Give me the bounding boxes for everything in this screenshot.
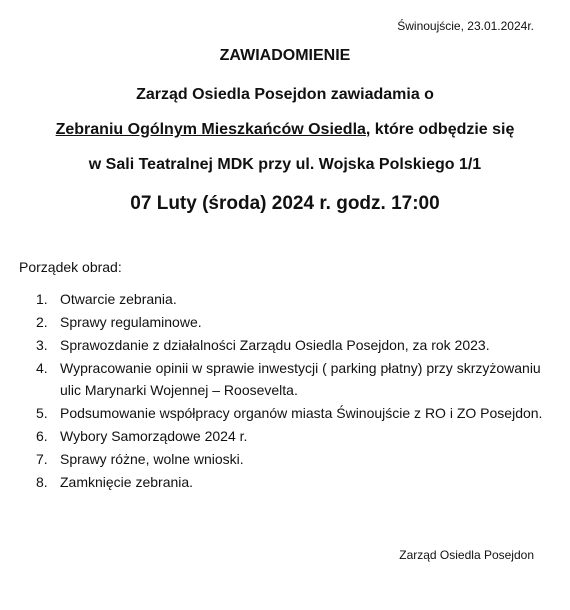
signature: Zarząd Osiedla Posejdon	[399, 548, 534, 562]
agenda-item-number: 5.	[36, 405, 48, 421]
agenda-item-text: Wybory Samorządowe 2024 r.	[60, 428, 248, 444]
agenda-item-text: Wypracowanie opinii w sprawie inwestycji ( parking płatny) przy skrzyżowaniu ulic Marynarki Wojennej – Roosevelta.	[60, 360, 541, 398]
meeting-datetime: 07 Luty (środa) 2024 r. godz. 17:00	[130, 193, 440, 214]
notice-date: Świnoujście, 23.01.2024r.	[397, 19, 534, 33]
agenda-item-number: 2.	[36, 314, 48, 330]
agenda-item	[36, 448, 546, 470]
agenda-item	[36, 357, 546, 401]
agenda-title: Porządek obrad:	[19, 259, 122, 275]
agenda-item	[36, 311, 546, 333]
agenda-item-number: 1.	[36, 291, 48, 307]
agenda-item-number: 4.	[36, 360, 48, 376]
meeting-location: w Sali Teatralnej MDK przy ul. Wojska Polskiego 1/1	[88, 156, 482, 173]
meeting-name: Zebraniu Ogólnym Mieszkańców Osiedla	[55, 121, 366, 138]
agenda-item-text: Sprawozdanie z działalności Zarządu Osiedla Posejdon, za rok 2023.	[60, 337, 490, 353]
agenda-item	[36, 425, 546, 447]
agenda-list	[36, 288, 546, 494]
agenda-item	[36, 402, 546, 424]
agenda-item-number: 6.	[36, 428, 48, 444]
agenda-item-text: Podsumowanie współpracy organów miasta Świnoujście z RO i ZO Posejdon.	[60, 405, 543, 421]
agenda-item-number: 8.	[36, 474, 48, 490]
agenda-item-text: Zamknięcie zebrania.	[60, 474, 194, 490]
agenda-item	[36, 471, 546, 493]
notice-title: ZAWIADOMIENIE	[219, 47, 351, 64]
notice-heading-line2	[0, 121, 570, 139]
agenda-item	[36, 288, 546, 310]
agenda-item-text: Sprawy regulaminowe.	[60, 314, 202, 330]
agenda-item	[36, 334, 546, 356]
meeting-name-suffix: , które odbędzie się	[365, 121, 515, 138]
agenda-item-text: Sprawy różne, wolne wnioski.	[60, 451, 244, 467]
agenda-item-text: Otwarcie zebrania.	[60, 291, 177, 307]
agenda-item-number: 3.	[36, 337, 48, 353]
notice-heading-line1: Zarząd Osiedla Posejdon zawiadamia o	[136, 86, 434, 103]
agenda-item-number: 7.	[36, 451, 48, 467]
